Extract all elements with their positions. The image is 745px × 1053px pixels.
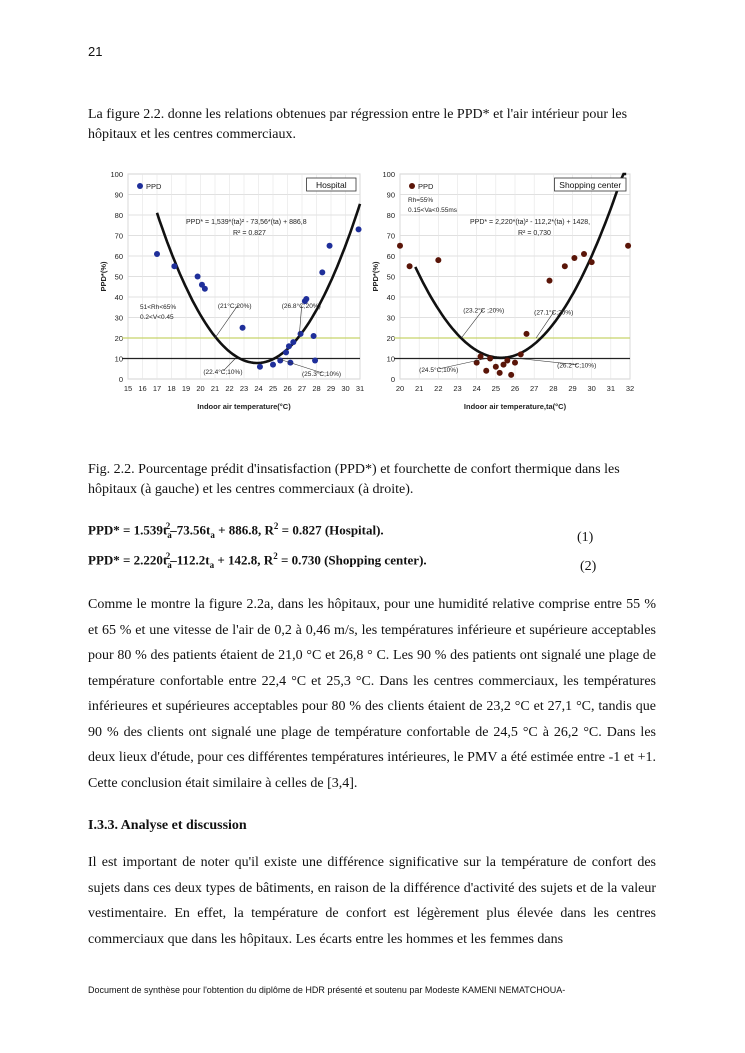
shopping-annotation-label: (23.2°C ;20%) bbox=[463, 307, 505, 315]
hospital-equation: PPD* = 1,539*(ta)² - 73,56*(ta) + 886,8 bbox=[186, 219, 307, 226]
hospital-data-point bbox=[195, 274, 201, 280]
shopping-x-tick-label: 31 bbox=[606, 384, 616, 393]
hospital-y-tick-label: 90 bbox=[114, 190, 123, 200]
shopping-condition-text: 0.15<Va<0.55ms bbox=[408, 207, 458, 214]
hospital-y-tick-label: 100 bbox=[110, 170, 123, 179]
shopping-condition-text: Rh=55% bbox=[408, 197, 434, 204]
page-number: 21 bbox=[88, 44, 103, 59]
shopping-data-point bbox=[524, 331, 530, 337]
shopping-x-tick-label: 29 bbox=[568, 384, 577, 393]
shopping-data-point bbox=[508, 372, 514, 378]
shopping-data-point bbox=[493, 364, 499, 370]
hospital-data-point bbox=[327, 243, 333, 249]
hospital-data-point bbox=[171, 263, 177, 269]
shopping-data-point bbox=[562, 263, 568, 269]
section-heading: I.3.3. Analyse et discussion bbox=[88, 818, 247, 833]
hospital-annotation-label: (22.4°C;10%) bbox=[203, 368, 243, 376]
shopping-y-tick-label: 90 bbox=[386, 190, 395, 200]
hospital-x-tick-label: 31 bbox=[355, 384, 365, 393]
hospital-x-tick-label: 26 bbox=[283, 384, 292, 393]
hospital-data-point bbox=[312, 358, 318, 364]
hospital-x-tick-label: 28 bbox=[312, 384, 321, 393]
hospital-x-tick-label: 24 bbox=[254, 384, 263, 393]
shopping-y-tick-label: 40 bbox=[386, 293, 395, 302]
shopping-x-tick-label: 23 bbox=[453, 384, 462, 393]
shopping-data-point bbox=[497, 370, 503, 376]
shopping-r-squared: R² = 0,730 bbox=[518, 230, 551, 237]
hospital-x-tick-label: 27 bbox=[297, 384, 307, 393]
hospital-x-tick-label: 21 bbox=[210, 384, 220, 393]
equation-1: $PPD* = 1.539t_a^2-73.56t_a + 886.8$, $R^2 = 0.827$ (Hospital). bbox=[88, 521, 384, 540]
shopping-data-point bbox=[589, 259, 595, 265]
hospital-y-tick-label: 80 bbox=[114, 211, 123, 220]
shopping-equation: PPD* = 2,220*(ta)² - 112,2*(ta) + 1428, bbox=[470, 219, 591, 226]
shopping-y-tick-label: 20 bbox=[386, 334, 395, 343]
shopping-y-tick-label: 0 bbox=[390, 375, 395, 384]
hospital-data-point bbox=[311, 333, 317, 339]
shopping-x-axis-label: Indoor air temperature,ta(°C) bbox=[463, 402, 567, 411]
hospital-data-point bbox=[298, 331, 304, 337]
hospital-data-point bbox=[319, 269, 325, 275]
hospital-x-tick-label: 29 bbox=[326, 384, 336, 393]
shopping-legend-marker bbox=[409, 183, 415, 189]
hospital-data-point bbox=[202, 286, 208, 292]
hospital-x-tick-label: 15 bbox=[123, 384, 133, 393]
hospital-x-tick-label: 18 bbox=[167, 384, 176, 393]
hospital-y-tick-label: 20 bbox=[114, 334, 123, 343]
shopping-annotation-label: (27.1°C;20%) bbox=[534, 309, 574, 317]
hospital-data-point bbox=[283, 349, 289, 355]
hospital-y-tick-label: 30 bbox=[114, 313, 123, 323]
shopping-data-point bbox=[407, 263, 413, 269]
hospital-data-point bbox=[240, 325, 246, 331]
shopping-data-point bbox=[571, 255, 577, 261]
shopping-x-tick-label: 20 bbox=[395, 384, 405, 393]
shopping-x-tick-label: 21 bbox=[414, 384, 424, 393]
hospital-y-tick-label: 10 bbox=[114, 354, 123, 364]
shopping-x-tick-label: 30 bbox=[587, 384, 596, 393]
shopping-y-tick-label: 10 bbox=[386, 354, 395, 364]
equation-2: $PPD* = 2.220t_a^2-112.2t_a + 142.8$, $R^2 = 0.730$ (Shopping center). bbox=[88, 551, 427, 570]
shopping-data-point bbox=[547, 278, 553, 284]
equation-2-number: (2) bbox=[580, 559, 597, 574]
hospital-legend-marker bbox=[137, 183, 143, 189]
shopping-data-point bbox=[512, 360, 518, 366]
shopping-data-point bbox=[518, 351, 524, 357]
figure-2-2 bbox=[92, 164, 652, 430]
shopping-x-tick-label: 22 bbox=[434, 384, 443, 393]
hospital-x-tick-label: 23 bbox=[239, 384, 249, 393]
shopping-x-tick-label: 26 bbox=[510, 384, 520, 393]
hospital-x-tick-label: 16 bbox=[138, 384, 147, 393]
hospital-annotation-label: (26.8°C;20%) bbox=[281, 303, 321, 311]
body-paragraph-1: Comme le montre la figure 2.2a, dans les hôpitaux, pour une humidité relative comprise entre 55 % et 65 % et une vitesse de l'air de 0,2 à 0,46 m/s, les températures inférieure et supérieure acceptables pour 80 % des patients étaient de 21,0 °C et 26,8 ° C. Les 90 % des patients ont signalé une plage de température confortable entre 22,4 °C et 25,3 °C. Dans les centres commerciaux, les températures inférieures et supérieures acceptables pour 80 % des clients étaient de 23,2 °C et 27,1 °C, tandis que 90 % des clients ont signalé une plage de température confortable de 24,5 °C à 26,2 °C. Dans les deux lieux d'étude, pour ces différentes températures intérieures, le PMV a été estimée entre -1 et +1. Cette conclusion était similaire à celles de [3,4]. bbox=[88, 597, 656, 791]
shopping-center-chart bbox=[371, 170, 634, 411]
hospital-x-tick-label: 22 bbox=[225, 384, 234, 393]
hospital-y-tick-label: 50 bbox=[114, 272, 123, 282]
shopping-y-tick-label: 60 bbox=[386, 252, 395, 261]
hospital-x-tick-label: 30 bbox=[341, 384, 350, 393]
hospital-r-squared: R² = 0.827 bbox=[233, 230, 266, 237]
shopping-annotation-label: (26.2°C;10%) bbox=[557, 362, 597, 370]
hospital-x-tick-label: 17 bbox=[152, 384, 162, 393]
hospital-x-tick-label: 20 bbox=[196, 384, 205, 393]
shopping-data-point bbox=[487, 356, 493, 362]
hospital-x-tick-label: 19 bbox=[181, 384, 191, 393]
shopping-y-tick-label: 80 bbox=[386, 211, 395, 220]
shopping-x-tick-label: 32 bbox=[625, 384, 635, 393]
shopping-data-point bbox=[435, 257, 441, 263]
hospital-data-point bbox=[303, 296, 309, 302]
shopping-y-tick-label: 100 bbox=[382, 170, 395, 179]
shopping-x-tick-label: 28 bbox=[549, 384, 558, 393]
hospital-data-point bbox=[286, 343, 292, 349]
shopping-data-point bbox=[625, 243, 631, 249]
hospital-data-point bbox=[270, 362, 276, 368]
shopping-chart-title: Shopping center bbox=[559, 180, 622, 190]
hospital-y-axis-label: PPD*(%) bbox=[99, 261, 108, 292]
page-footer: Document de synthèse pour l'obtention du diplôme de HDR présenté et soutenu par Modeste KAMENI NEMATCHOUA- bbox=[88, 985, 566, 995]
shopping-data-point bbox=[397, 243, 403, 249]
hospital-chart-title: Hospital bbox=[315, 180, 347, 190]
hospital-y-tick-label: 40 bbox=[114, 293, 123, 302]
hospital-legend-label: PPD bbox=[146, 182, 162, 191]
shopping-data-point bbox=[483, 368, 489, 374]
shopping-data-point bbox=[504, 358, 510, 364]
shopping-legend-label: PPD bbox=[418, 182, 434, 191]
shopping-x-tick-label: 24 bbox=[472, 384, 481, 393]
shopping-y-tick-label: 50 bbox=[386, 272, 395, 282]
hospital-annotation-label: (25.3°C;10%) bbox=[302, 370, 342, 378]
hospital-x-axis-label: Indoor air temperature(°C) bbox=[197, 402, 291, 411]
hospital-data-point bbox=[257, 364, 263, 370]
hospital-data-point bbox=[356, 226, 362, 232]
body-paragraph-2: Il est important de noter qu'il existe une différence significative sur la température de confort des sujets dans ces deux types de bâtiments, en raison de la différence d'activité des sujets et de la valeur vestimentaire. En effet, la température de confort est légèrement plus élevée dans les centres commerciaux que dans les hôpitaux. Les écarts entre les hommes et les femmes dans bbox=[88, 855, 656, 947]
equation-1-number: (1) bbox=[577, 530, 594, 545]
shopping-data-point bbox=[478, 353, 484, 359]
hospital-data-point bbox=[290, 339, 296, 345]
hospital-annotation-label: (21°C;20%) bbox=[217, 303, 252, 311]
shopping-y-tick-label: 70 bbox=[386, 231, 395, 241]
intro-paragraph: La figure 2.2. donne les relations obtenues par régression entre le PPD* et l'air intérieur pour les hôpitaux et les centres commerciaux. bbox=[88, 107, 628, 142]
shopping-data-point bbox=[581, 251, 587, 257]
hospital-condition-text: 0.2<V<0.45 bbox=[140, 314, 174, 321]
shopping-y-axis-label: PPD*(%) bbox=[371, 261, 380, 292]
figure-caption: Fig. 2.2. Pourcentage prédit d'insatisfaction (PPD*) et fourchette de confort thermique dans les hôpitaux (à gauche) et les centres commerciaux (à droite). bbox=[88, 462, 620, 497]
shopping-annotation-label: (24.5°C;10%) bbox=[419, 366, 459, 374]
hospital-y-tick-label: 0 bbox=[118, 375, 123, 384]
hospital-chart bbox=[99, 170, 364, 411]
shopping-x-tick-label: 27 bbox=[529, 384, 539, 393]
hospital-condition-text: 51<Rh<65% bbox=[140, 304, 177, 311]
shopping-x-tick-label: 25 bbox=[491, 384, 501, 393]
hospital-y-tick-label: 70 bbox=[114, 231, 123, 241]
shopping-y-tick-label: 30 bbox=[386, 313, 395, 323]
hospital-x-tick-label: 25 bbox=[268, 384, 278, 393]
hospital-data-point bbox=[154, 251, 160, 257]
hospital-y-tick-label: 60 bbox=[114, 252, 123, 261]
